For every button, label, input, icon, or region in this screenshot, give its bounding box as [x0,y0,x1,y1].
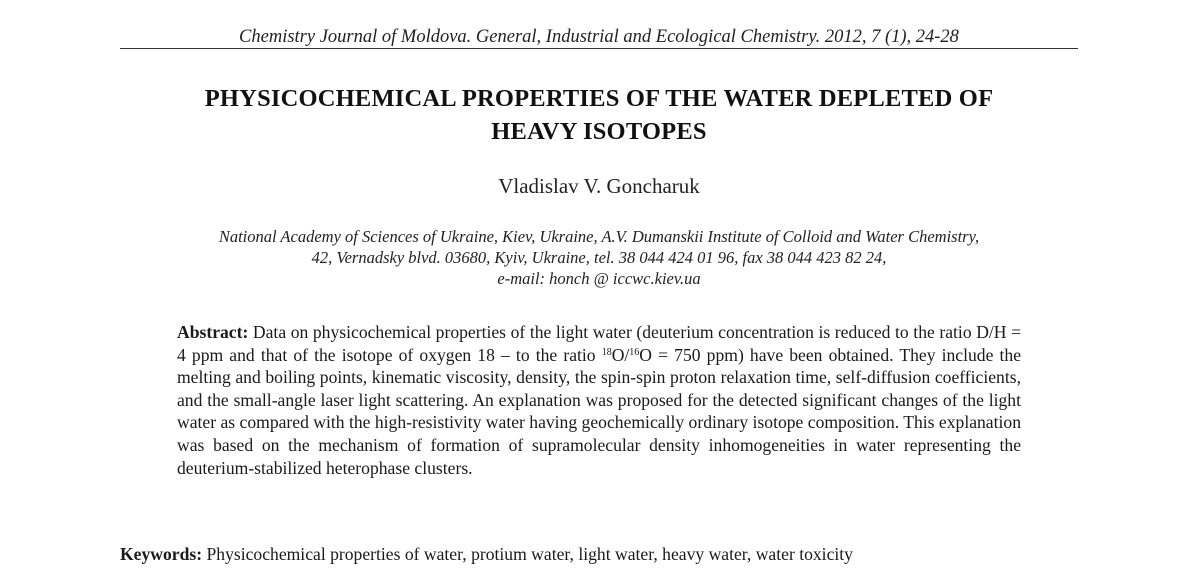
isotope-18-superscript: 18 [601,346,612,358]
abstract-label: Abstract: [177,322,249,342]
isotope-16-superscript: 16 [629,346,640,358]
abstract-paragraph [177,321,1021,479]
abstract-oxygen-ratio: O/ [611,344,630,365]
author-affiliation [120,226,1078,289]
affiliation-email-line: e-mail: honch @ iccwc.kiev.ua [497,269,701,288]
paper-title-line-1: PHYSICOCHEMICAL PROPERTIES OF THE WATER DEPLETED OF [204,85,994,112]
affiliation-line-2: 42, Vernadsky blvd. 03680, Kyiv, Ukraine, tel. 38 044 424 01 96, fax 38 044 423 82 24, [311,248,887,267]
journal-citation-header: Chemistry Journal of Moldova. General, Industrial and Ecological Chemistry. 2012, 7 (1), 24-28 [239,27,959,47]
author-name: Vladislav V. Goncharuk [498,174,700,198]
header-divider [120,48,1078,49]
abstract-text-part-2: O = 750 ppm) have been obtained. They include the melting and boiling points, kinematic viscosity, density, the spin-spin proton relaxation time, self-diffusion coefficients, and the small-angle laser light scattering. An explanation was proposed for the detected significant changes of the light water as compared with the high-resistivity water having geochemically ordinary isotope composition. This explanation was based on the mechanism of formation of supramolecular density inhomogeneities in water representing the deuterium-stabilized heterophase clusters. [177,344,1021,478]
paper-title [120,82,1078,148]
keywords-text: Physicochemical properties of water, protium water, light water, heavy water, water toxicity [202,544,853,564]
paper-title-line-2: HEAVY ISOTOPES [491,118,707,145]
keywords-label: Keywords: [120,544,203,564]
abstract-text-part-1: Data on physicochemical properties of the light water (deuterium concentration is reduced to the ratio D/H = 4 ppm and that of the isotope of oxygen 18 – to the ratio [177,322,1021,365]
keywords-line [120,543,1080,565]
affiliation-line-1: National Academy of Sciences of Ukraine, Kiev, Ukraine, A.V. Dumanskii Institute of Colloid and Water Chemistry, [218,227,980,246]
